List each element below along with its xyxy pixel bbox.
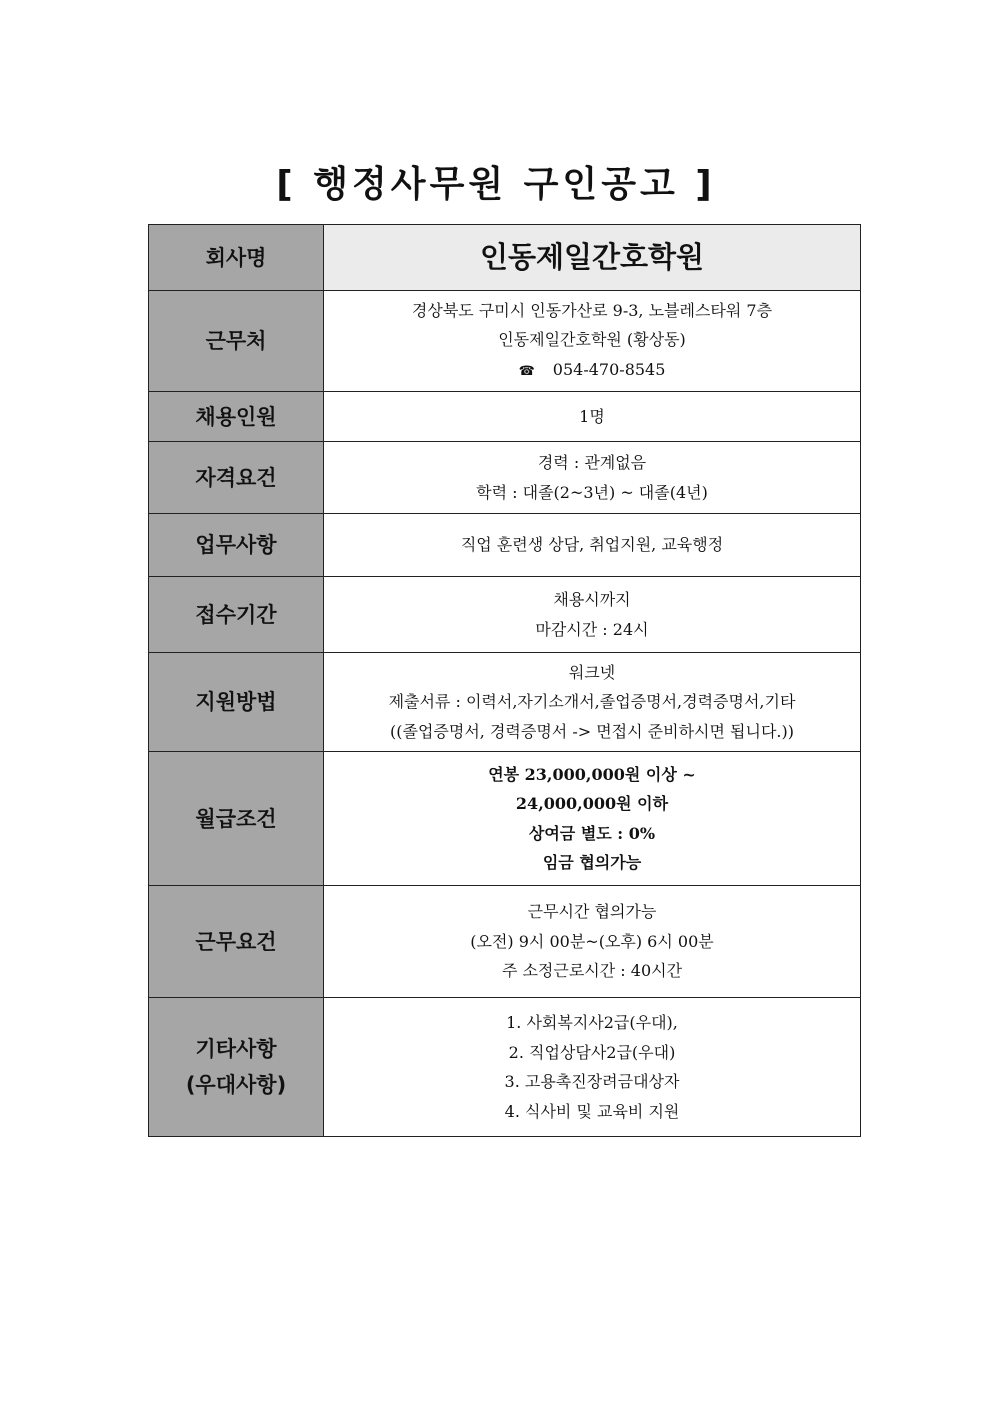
other-line: 4. 식사비 및 교육비 지원 [504,1101,680,1121]
conditions-line: (오전) 9시 00분~(오후) 6시 00분 [470,931,714,951]
headcount-value: 1명 [324,392,861,442]
method-line: 워크넷 [568,662,616,682]
company-label: 회사명 [149,225,324,291]
duties-value: 직업 훈련생 상담, 취업지원, 교육행정 [324,514,861,577]
row-salary [149,752,861,886]
qualification-label: 자격요건 [149,442,324,514]
job-posting-table [148,224,861,1137]
company-name: 인동제일간호학원 [324,225,861,291]
workplace-place: 인동제일간호학원 (황상동) [498,330,686,350]
page-title: [ 행정사무원 구인공고 ] [276,164,716,205]
row-headcount [149,392,861,442]
row-qualification [149,442,861,514]
row-conditions [149,886,861,998]
period-value [324,577,861,653]
row-other [149,998,861,1137]
other-label-line2: (우대사항) [185,1073,287,1097]
method-line: ((졸업증명서, 경력증명서 -> 면접시 준비하시면 됩니다.)) [390,721,794,741]
workplace-label: 근무처 [149,291,324,392]
conditions-value [324,886,861,998]
qualification-line: 학력 : 대졸(2~3년) ~ 대졸(4년) [476,482,708,502]
conditions-label: 근무요건 [149,886,324,998]
other-value [324,998,861,1137]
telephone-icon: ☎ [518,363,535,379]
period-line: 채용시까지 [553,590,631,609]
other-line: 3. 고용촉진장려금대상자 [504,1072,680,1091]
other-line: 1. 사회복지사2급(우대), [506,1013,678,1032]
salary-line: 상여금 별도 : 0% [528,823,656,843]
salary-value [324,752,861,886]
workplace-address: 경상북도 구미시 인동가산로 9-3, 노블레스타워 7층 [411,300,773,320]
salary-line: 연봉 23,000,000원 이상 ~ [488,764,696,784]
qualification-value [324,442,861,514]
workplace-phone: 054-470-8545 [552,359,666,379]
row-duties [149,514,861,577]
row-workplace [149,291,861,392]
qualification-line: 경력 : 관계없음 [537,453,647,472]
other-line: 2. 직업상담사2급(우대) [508,1042,676,1062]
method-label: 지원방법 [149,653,324,752]
workplace-phone-line [324,355,860,387]
period-label: 접수기간 [149,577,324,653]
salary-line: 24,000,000원 이하 [515,794,669,813]
row-company [149,225,861,291]
method-line: 제출서류 : 이력서,자기소개서,졸업증명서,경력증명서,기타 [388,692,796,712]
method-value [324,653,861,752]
salary-label: 월급조건 [149,752,324,886]
conditions-line: 주 소정근로시간 : 40시간 [501,961,683,981]
other-label [149,998,324,1137]
row-method [149,653,861,752]
headcount-label: 채용인원 [149,392,324,442]
period-line: 마감시간 : 24시 [535,619,649,639]
other-label-line1: 기타사항 [195,1037,277,1061]
conditions-line: 근무시간 협의가능 [527,902,657,922]
duties-label: 업무사항 [149,514,324,577]
row-period [149,577,861,653]
salary-line: 임금 협의가능 [542,853,642,872]
workplace-value [324,291,861,392]
